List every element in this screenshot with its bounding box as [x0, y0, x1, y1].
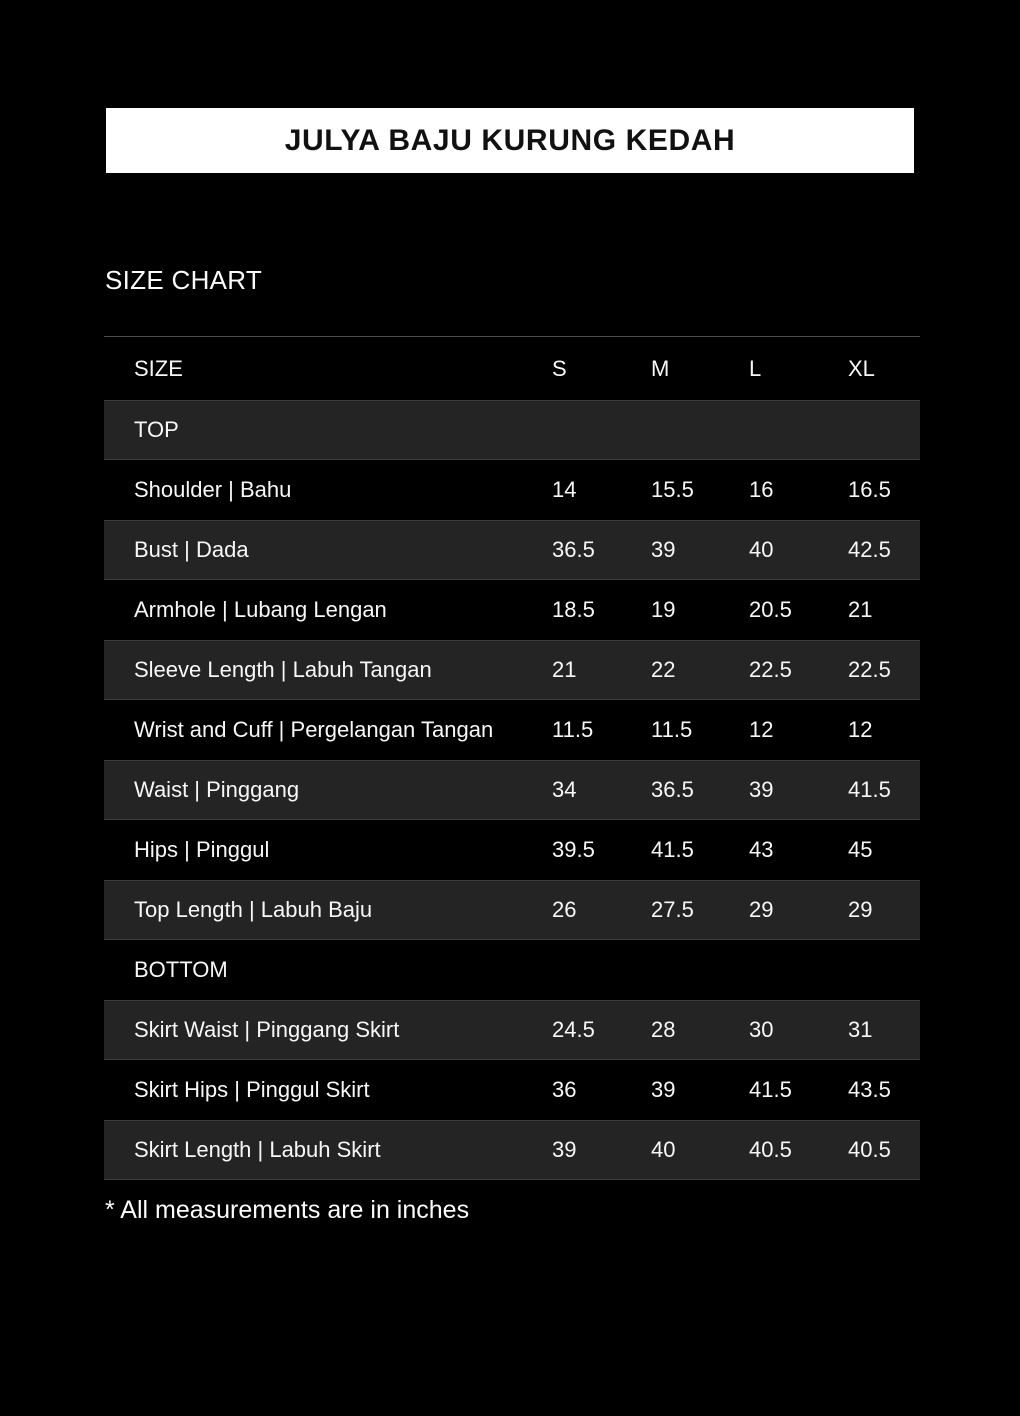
cell-s: 21 — [552, 657, 577, 682]
cell-s: 24.5 — [552, 1017, 595, 1042]
cell-m: 15.5 — [651, 477, 694, 502]
cell-m: 39 — [651, 537, 676, 562]
table-row-skirt-length — [104, 1120, 920, 1180]
table-row-skirt-waist — [104, 1000, 920, 1060]
cell-xl: 16.5 — [848, 477, 891, 502]
table-header-row — [104, 337, 920, 400]
header-col-xl: XL — [848, 355, 875, 381]
row-label: Top Length | Labuh Baju — [134, 897, 373, 922]
cell-l: 43 — [749, 837, 774, 862]
cell-l: 40 — [749, 537, 774, 562]
cell-m: 39 — [651, 1077, 676, 1102]
row-label: Skirt Waist | Pinggang Skirt — [134, 1017, 400, 1042]
cell-s: 18.5 — [552, 597, 595, 622]
table-row-top-length — [104, 880, 920, 940]
cell-l: 41.5 — [749, 1077, 792, 1102]
cell-s: 26 — [552, 897, 577, 922]
cell-l: 29 — [749, 897, 774, 922]
cell-s: 39 — [552, 1137, 577, 1162]
cell-s: 14 — [552, 477, 577, 502]
cell-xl: 21 — [848, 597, 873, 622]
cell-l: 16 — [749, 477, 774, 502]
cell-m: 41.5 — [651, 837, 694, 862]
row-label: Waist | Pinggang — [134, 777, 300, 802]
section-row-top — [104, 400, 920, 460]
table-row-shoulder — [104, 460, 920, 520]
cell-s: 39.5 — [552, 837, 595, 862]
row-label: Bust | Dada — [134, 537, 249, 562]
table-row-waist — [104, 760, 920, 820]
row-label: Skirt Hips | Pinggul Skirt — [134, 1077, 370, 1102]
row-label: Wrist and Cuff | Pergelangan Tangan — [134, 717, 494, 742]
cell-m: 27.5 — [651, 897, 694, 922]
table-row-wrist-cuff — [104, 700, 920, 760]
size-chart-table — [104, 336, 920, 1180]
cell-m: 22 — [651, 657, 676, 682]
cell-xl: 31 — [848, 1017, 873, 1042]
cell-xl: 42.5 — [848, 537, 891, 562]
cell-m: 11.5 — [651, 717, 693, 742]
row-label: Shoulder | Bahu — [134, 477, 292, 502]
cell-m: 19 — [651, 597, 676, 622]
cell-xl: 45 — [848, 837, 873, 862]
cell-m: 36.5 — [651, 777, 694, 802]
table-row-sleeve-length — [104, 640, 920, 700]
table-row-armhole — [104, 580, 920, 640]
cell-xl: 12 — [848, 717, 873, 742]
cell-m: 40 — [651, 1137, 676, 1162]
header-size-label: SIZE — [134, 355, 183, 381]
table-row-hips — [104, 820, 920, 880]
cell-s: 34 — [552, 777, 577, 802]
cell-m: 28 — [651, 1017, 676, 1042]
table-row-skirt-hips — [104, 1060, 920, 1120]
section-row-bottom — [104, 940, 920, 1000]
section-label: BOTTOM — [134, 957, 228, 982]
cell-l: 20.5 — [749, 597, 792, 622]
cell-xl: 29 — [848, 897, 873, 922]
cell-l: 12 — [749, 717, 774, 742]
cell-xl: 22.5 — [848, 657, 891, 682]
cell-s: 36 — [552, 1077, 577, 1102]
cell-xl: 43.5 — [848, 1077, 891, 1102]
cell-s: 36.5 — [552, 537, 595, 562]
row-label: Hips | Pinggul — [134, 837, 270, 862]
size-chart-heading: SIZE CHART — [105, 265, 263, 295]
row-label: Armhole | Lubang Lengan — [134, 597, 387, 622]
section-label: TOP — [134, 417, 179, 442]
header-col-m: M — [651, 355, 670, 381]
product-title: JULYA BAJU KURUNG KEDAH — [284, 123, 736, 157]
cell-l: 22.5 — [749, 657, 792, 682]
measurements-footnote: * All measurements are in inches — [105, 1196, 470, 1224]
row-label: Skirt Length | Labuh Skirt — [134, 1137, 381, 1162]
cell-s: 11.5 — [552, 717, 594, 742]
product-title-banner — [106, 108, 914, 173]
cell-l: 30 — [749, 1017, 774, 1042]
cell-l: 39 — [749, 777, 774, 802]
header-col-s: S — [552, 355, 567, 381]
header-col-l: L — [749, 355, 762, 381]
cell-xl: 40.5 — [848, 1137, 891, 1162]
cell-xl: 41.5 — [848, 777, 891, 802]
cell-l: 40.5 — [749, 1137, 792, 1162]
row-label: Sleeve Length | Labuh Tangan — [134, 657, 432, 682]
table-row-bust — [104, 520, 920, 580]
